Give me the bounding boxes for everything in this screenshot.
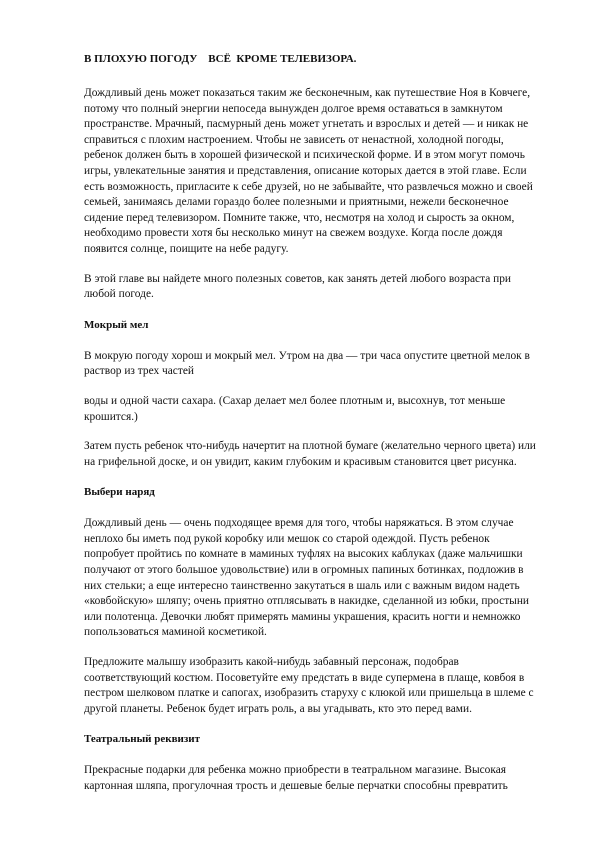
choose-outfit-paragraph-1: Дождливый день — очень подходящее время для того, чтобы наряжаться. В этом случае неплохо бы иметь под рукой коробку или мешок со старой одеждой. Пусть ребенок попробует пройтись по комнате в маминых туфлях на высоких каблуках (даже мальчишки получают от этого большое удовольствие) или в огромных папиных ботинках, подложив в них стельки; а еще интересно таинственно закутаться в шаль или с важным видом надеть «ковбойскую» шляпу; очень приятно отплясывать в накидке, сделанной из юбки, простыни или полотенца. Девочки любят примерять мамины украшения, красить ногти и немножко попользоваться маминой косметикой. — [84, 517, 530, 639]
intro-paragraph-1: Дождливый день может показаться таким же бесконечным, как путешествие Ноя в Ковчеге, потому что полный энергии непоседа вынужден долгое время оставаться в замкнутом пространстве. Мрачный, пасмурный день может угнетать и взрослых и детей — и никак не справиться с плохим настроением. Чтобы не зависеть от ненастной, холодной погоды, ребенок должен быть в хорошей физической и психической форме. И в этом могут помочь игры, увлекательные занятия и представления, описание которых дается в этой главе. Если есть возможность, пригласите к себе друзей, но не забывайте, что развлечься можно и своей семьей, занимаясь делами гораздо более полезными и приятными, нежели бесконечное сидение перед телевизором. Помните также, что, несмотря на холод и сырость за окном, необходимо провести хотя бы несколько минут на свежем воздухе. Когда после дождя появится солнце, поищите на небе радугу. — [84, 87, 533, 255]
theater-props-paragraph-1: Прекрасные подарки для ребенка можно приобрести в театральном магазине. Высокая картонная шляпа, прогулочная трость и дешевые белые перчатки способны превратить — [84, 764, 508, 792]
section-heading-wet-chalk: Мокрый мел — [84, 318, 149, 331]
wet-chalk-paragraph-3: Затем пусть ребенок что-нибудь начертит на плотной бумаге (желательно черного цвета) или на грифельной доске, и он увидит, каким глубоким и красивым становится цвет рисунка. — [84, 440, 536, 468]
choose-outfit-paragraph-2: Предложите малышу изобразить какой-нибудь забавный персонаж, подобрав соответствующий костюм. Посоветуйте ему предстать в виде супермена в плаще, ковбоя в пестром шелковом платке и сапогах, изобразить старуху с клюкой или пришельца в шлеме с другой планеты. Ребенок будет играть роль, а вы угадывать, кто это перед вами. — [84, 656, 534, 715]
section-heading-choose-outfit: Выбери наряд — [84, 486, 155, 499]
page-title: В ПЛОХУЮ ПОГОДУ ВСЁ КРОМЕ ТЕЛЕВИЗОРА. — [84, 53, 357, 65]
section-heading-theater-props: Театральный реквизит — [84, 733, 201, 746]
wet-chalk-paragraph-2: воды и одной части сахара. (Сахар делает мел более плотным и, высохнув, тот меньше крошится.) — [84, 394, 506, 423]
intro-paragraph-2: В этой главе вы найдете много полезных советов, как занять детей любого возраста при любой погоде. — [84, 272, 512, 301]
wet-chalk-paragraph-1: В мокрую погоду хорош и мокрый мел. Утром на два — три часа опустите цветной мелок в раствор из трех частей — [84, 349, 530, 378]
